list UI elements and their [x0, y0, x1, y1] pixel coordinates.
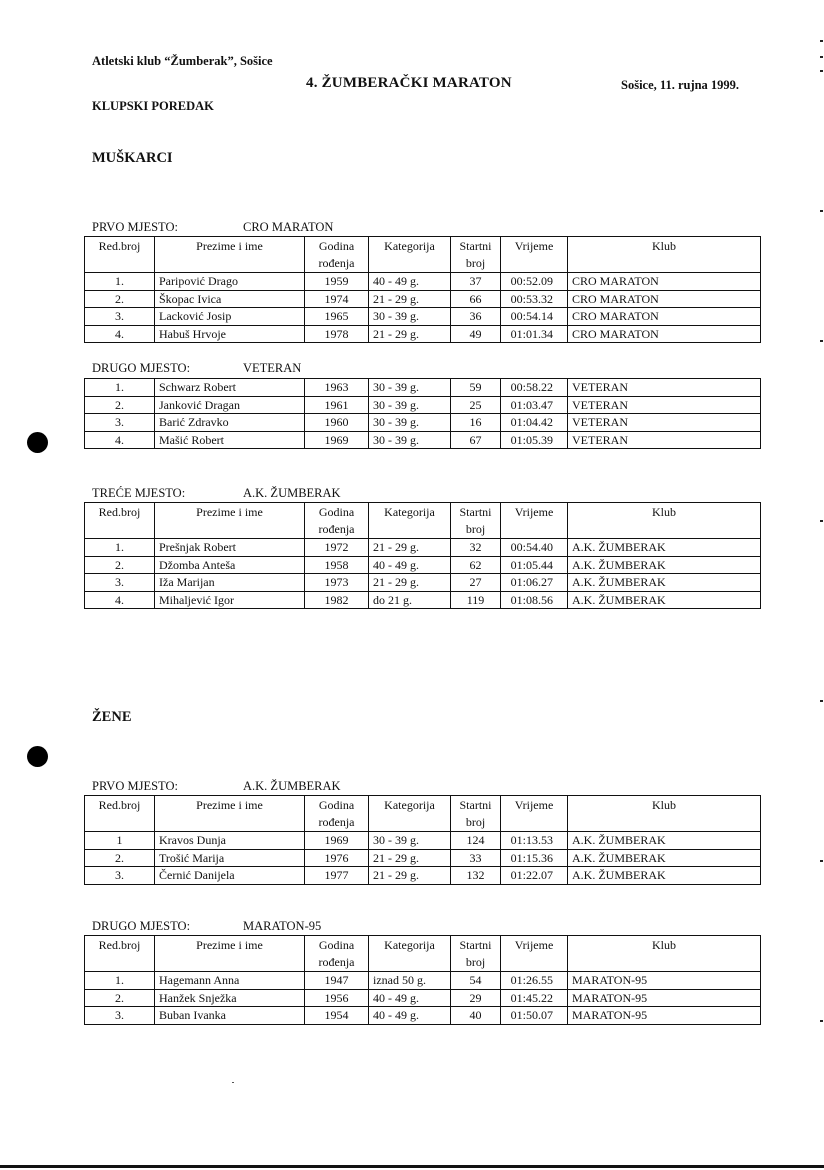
- time-cell: 01:01.34: [501, 325, 568, 343]
- table-row: [85, 273, 761, 291]
- name-cell: Barić Zdravko: [155, 414, 305, 432]
- birth-year-cell: 1978: [305, 325, 369, 343]
- birth-year-cell: 1954: [305, 1007, 369, 1025]
- birth-year-cell: 1973: [305, 574, 369, 592]
- place-team: A.K. ŽUMBERAK: [243, 486, 341, 500]
- club-cell: VETERAN: [568, 379, 761, 397]
- time-cell: 01:06.27: [501, 574, 568, 592]
- table-row: [85, 556, 761, 574]
- birth-year-cell: 1963: [305, 379, 369, 397]
- place-label: DRUGO MJESTO:: [92, 361, 191, 375]
- time-cell: 00:54.40: [501, 539, 568, 557]
- rank-cell: 1.: [85, 972, 155, 990]
- table-row: [85, 290, 761, 308]
- category-cell: 21 - 29 g.: [369, 574, 451, 592]
- place-team: A.K. ŽUMBERAK: [243, 779, 341, 793]
- birth-year-cell: 1958: [305, 556, 369, 574]
- column-header: Klub: [568, 936, 761, 972]
- column-header: Startni broj: [451, 237, 501, 273]
- club-cell: A.K. ŽUMBERAK: [568, 832, 761, 850]
- punch-hole: [27, 746, 48, 767]
- column-header: Red.broj: [85, 936, 155, 972]
- start-number-cell: 132: [451, 867, 501, 885]
- name-cell: Schwarz Robert: [155, 379, 305, 397]
- section-heading-men: MUŠKARCI: [92, 150, 173, 166]
- column-header: Klub: [568, 237, 761, 273]
- column-header: Godina rođenja: [305, 503, 369, 539]
- start-number-cell: 27: [451, 574, 501, 592]
- column-header: Startni broj: [451, 936, 501, 972]
- time-cell: 01:15.36: [501, 849, 568, 867]
- punch-hole: [27, 432, 48, 453]
- table-header-row: [85, 503, 761, 539]
- start-number-cell: 33: [451, 849, 501, 867]
- rank-cell: 1.: [85, 379, 155, 397]
- column-header: Prezime i ime: [155, 796, 305, 832]
- scan-edge: [818, 0, 824, 1170]
- section-heading-women: ŽENE: [92, 709, 132, 725]
- club-cell: A.K. ŽUMBERAK: [568, 574, 761, 592]
- rank-cell: 3.: [85, 574, 155, 592]
- table-header-row: [85, 237, 761, 273]
- name-cell: Prešnjak Robert: [155, 539, 305, 557]
- page-subtitle: KLUPSKI POREDAK: [92, 99, 214, 113]
- club-name: Atletski klub “Žumberak”, Sošice: [92, 54, 273, 68]
- place-label: TREĆE MJESTO:: [92, 486, 186, 500]
- birth-year-cell: 1969: [305, 431, 369, 449]
- rank-cell: 2.: [85, 396, 155, 414]
- club-cell: MARATON-95: [568, 1007, 761, 1025]
- rank-cell: 2.: [85, 556, 155, 574]
- time-cell: 01:50.07: [501, 1007, 568, 1025]
- column-header: Startni broj: [451, 503, 501, 539]
- category-cell: 21 - 29 g.: [369, 867, 451, 885]
- name-cell: Mihaljević Igor: [155, 591, 305, 609]
- club-cell: VETERAN: [568, 414, 761, 432]
- column-header: Prezime i ime: [155, 936, 305, 972]
- results-table: [84, 236, 761, 343]
- start-number-cell: 32: [451, 539, 501, 557]
- category-cell: 30 - 39 g.: [369, 832, 451, 850]
- table-row: [85, 972, 761, 990]
- start-number-cell: 16: [451, 414, 501, 432]
- time-cell: 01:26.55: [501, 972, 568, 990]
- table-row: [85, 379, 761, 397]
- table-row: [85, 591, 761, 609]
- name-cell: Škopac Ivica: [155, 290, 305, 308]
- rank-cell: 1.: [85, 539, 155, 557]
- column-header: Kategorija: [369, 796, 451, 832]
- name-cell: Kravos Dunja: [155, 832, 305, 850]
- start-number-cell: 36: [451, 308, 501, 326]
- start-number-cell: 66: [451, 290, 501, 308]
- table-header-row: [85, 936, 761, 972]
- rank-cell: 3.: [85, 308, 155, 326]
- club-cell: MARATON-95: [568, 972, 761, 990]
- time-cell: 01:05.39: [501, 431, 568, 449]
- column-header: Kategorija: [369, 237, 451, 273]
- start-number-cell: 54: [451, 972, 501, 990]
- time-cell: 00:58.22: [501, 379, 568, 397]
- place-label: PRVO MJESTO:: [92, 779, 178, 793]
- start-number-cell: 25: [451, 396, 501, 414]
- column-header: Prezime i ime: [155, 503, 305, 539]
- time-cell: 01:05.44: [501, 556, 568, 574]
- rank-cell: 4.: [85, 325, 155, 343]
- column-header: Vrijeme: [501, 237, 568, 273]
- column-header: Vrijeme: [501, 796, 568, 832]
- column-header: Prezime i ime: [155, 237, 305, 273]
- name-cell: Iža Marijan: [155, 574, 305, 592]
- column-header: Godina rođenja: [305, 237, 369, 273]
- time-cell: 00:53.32: [501, 290, 568, 308]
- column-header: Kategorija: [369, 503, 451, 539]
- club-cell: A.K. ŽUMBERAK: [568, 556, 761, 574]
- place-team: VETERAN: [243, 361, 302, 375]
- category-cell: 40 - 49 g.: [369, 1007, 451, 1025]
- column-header: Vrijeme: [501, 936, 568, 972]
- rank-cell: 1.: [85, 273, 155, 291]
- table-row: [85, 325, 761, 343]
- birth-year-cell: 1965: [305, 308, 369, 326]
- category-cell: 21 - 29 g.: [369, 849, 451, 867]
- table-row: [85, 989, 761, 1007]
- club-cell: CRO MARATON: [568, 308, 761, 326]
- category-cell: 40 - 49 g.: [369, 273, 451, 291]
- event-date: Sošice, 11. rujna 1999.: [621, 78, 740, 92]
- name-cell: Paripović Drago: [155, 273, 305, 291]
- birth-year-cell: 1947: [305, 972, 369, 990]
- table-row: [85, 867, 761, 885]
- time-cell: 01:13.53: [501, 832, 568, 850]
- rank-cell: 3.: [85, 1007, 155, 1025]
- birth-year-cell: 1976: [305, 849, 369, 867]
- name-cell: Habuš Hrvoje: [155, 325, 305, 343]
- category-cell: iznad 50 g.: [369, 972, 451, 990]
- column-header: Kategorija: [369, 936, 451, 972]
- place-label: PRVO MJESTO:: [92, 220, 178, 234]
- category-cell: 21 - 29 g.: [369, 290, 451, 308]
- birth-year-cell: 1977: [305, 867, 369, 885]
- name-cell: Trošić Marija: [155, 849, 305, 867]
- table-row: [85, 308, 761, 326]
- category-cell: 21 - 29 g.: [369, 325, 451, 343]
- time-cell: 01:08.56: [501, 591, 568, 609]
- club-cell: A.K. ŽUMBERAK: [568, 849, 761, 867]
- table-row: [85, 396, 761, 414]
- rank-cell: 3.: [85, 867, 155, 885]
- club-cell: A.K. ŽUMBERAK: [568, 539, 761, 557]
- name-cell: Janković Dragan: [155, 396, 305, 414]
- club-cell: A.K. ŽUMBERAK: [568, 867, 761, 885]
- start-number-cell: 124: [451, 832, 501, 850]
- rank-cell: 4.: [85, 591, 155, 609]
- page-title: 4. ŽUMBERAČKI MARATON: [306, 75, 512, 91]
- start-number-cell: 67: [451, 431, 501, 449]
- category-cell: 30 - 39 g.: [369, 396, 451, 414]
- rank-cell: 2.: [85, 989, 155, 1007]
- table-row: [85, 414, 761, 432]
- name-cell: Mašić Robert: [155, 431, 305, 449]
- column-header: Godina rođenja: [305, 796, 369, 832]
- column-header: Godina rođenja: [305, 936, 369, 972]
- time-cell: 01:04.42: [501, 414, 568, 432]
- column-header: Red.broj: [85, 796, 155, 832]
- category-cell: do 21 g.: [369, 591, 451, 609]
- club-cell: VETERAN: [568, 396, 761, 414]
- table-row: [85, 574, 761, 592]
- club-cell: CRO MARATON: [568, 325, 761, 343]
- birth-year-cell: 1969: [305, 832, 369, 850]
- results-table: [84, 502, 761, 609]
- birth-year-cell: 1982: [305, 591, 369, 609]
- start-number-cell: 49: [451, 325, 501, 343]
- category-cell: 21 - 29 g.: [369, 539, 451, 557]
- name-cell: Džomba Anteša: [155, 556, 305, 574]
- column-header: Klub: [568, 503, 761, 539]
- name-cell: Hanžek Snježka: [155, 989, 305, 1007]
- column-header: Red.broj: [85, 237, 155, 273]
- time-cell: 00:54.14: [501, 308, 568, 326]
- club-cell: CRO MARATON: [568, 290, 761, 308]
- table-row: [85, 849, 761, 867]
- results-table: [84, 378, 761, 449]
- birth-year-cell: 1974: [305, 290, 369, 308]
- category-cell: 30 - 39 g.: [369, 414, 451, 432]
- birth-year-cell: 1961: [305, 396, 369, 414]
- table-row: [85, 539, 761, 557]
- time-cell: 01:03.47: [501, 396, 568, 414]
- column-header: Red.broj: [85, 503, 155, 539]
- start-number-cell: 29: [451, 989, 501, 1007]
- birth-year-cell: 1960: [305, 414, 369, 432]
- start-number-cell: 37: [451, 273, 501, 291]
- category-cell: 30 - 39 g.: [369, 308, 451, 326]
- birth-year-cell: 1972: [305, 539, 369, 557]
- table-row: [85, 832, 761, 850]
- category-cell: 30 - 39 g.: [369, 431, 451, 449]
- club-cell: VETERAN: [568, 431, 761, 449]
- name-cell: Lacković Josip: [155, 308, 305, 326]
- time-cell: 00:52.09: [501, 273, 568, 291]
- place-label: DRUGO MJESTO:: [92, 919, 191, 933]
- birth-year-cell: 1959: [305, 273, 369, 291]
- table-row: [85, 431, 761, 449]
- place-team: CRO MARATON: [243, 220, 334, 234]
- rank-cell: 4.: [85, 431, 155, 449]
- place-team: MARATON-95: [243, 919, 322, 933]
- rank-cell: 3.: [85, 414, 155, 432]
- start-number-cell: 40: [451, 1007, 501, 1025]
- name-cell: Černić Danijela: [155, 867, 305, 885]
- time-cell: 01:22.07: [501, 867, 568, 885]
- scan-bottom-edge: [0, 1165, 824, 1168]
- column-header: Vrijeme: [501, 503, 568, 539]
- results-table: [84, 795, 761, 885]
- category-cell: 40 - 49 g.: [369, 556, 451, 574]
- start-number-cell: 59: [451, 379, 501, 397]
- club-cell: CRO MARATON: [568, 273, 761, 291]
- birth-year-cell: 1956: [305, 989, 369, 1007]
- time-cell: 01:45.22: [501, 989, 568, 1007]
- column-header: Klub: [568, 796, 761, 832]
- category-cell: 30 - 39 g.: [369, 379, 451, 397]
- start-number-cell: 62: [451, 556, 501, 574]
- rank-cell: 2.: [85, 849, 155, 867]
- rank-cell: 1: [85, 832, 155, 850]
- rank-cell: 2.: [85, 290, 155, 308]
- club-cell: MARATON-95: [568, 989, 761, 1007]
- results-table: [84, 935, 761, 1025]
- name-cell: Hagemann Anna: [155, 972, 305, 990]
- club-cell: A.K. ŽUMBERAK: [568, 591, 761, 609]
- name-cell: Buban Ivanka: [155, 1007, 305, 1025]
- table-row: [85, 1007, 761, 1025]
- column-header: Startni broj: [451, 796, 501, 832]
- start-number-cell: 119: [451, 591, 501, 609]
- scan-speck: [232, 1082, 234, 1083]
- table-header-row: [85, 796, 761, 832]
- category-cell: 40 - 49 g.: [369, 989, 451, 1007]
